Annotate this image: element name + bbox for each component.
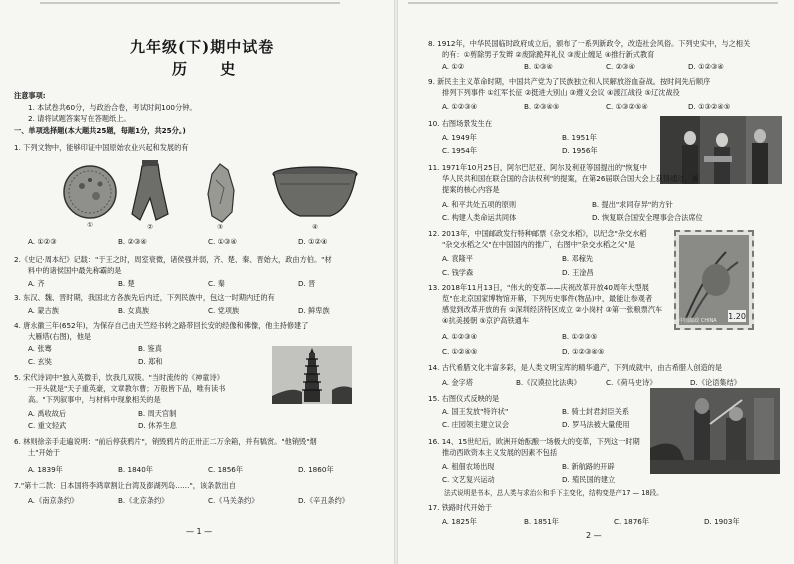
- option-c[interactable]: C. 构建人类命运共同体: [442, 213, 517, 222]
- option-b[interactable]: B.《汉谟拉比法典》: [516, 378, 581, 387]
- stamp-country-text: 中国邮政 CHINA: [679, 318, 717, 324]
- question-9-line-1: 9. 新民主主义革命时期，中国共产党为了民族独立和人民解放浴血奋战。按时间先后顺序: [428, 77, 711, 86]
- question-4-line-2: 大雁塔(右图)，他是: [28, 332, 92, 341]
- option-d[interactable]: D.《辛丑条约》: [298, 496, 349, 505]
- page-left: [0, 0, 396, 564]
- question-5-options: [28, 408, 228, 419]
- question-13-line-4: ④抗美援朝 ⑤京沪高铁通车: [442, 316, 530, 325]
- page-right: [398, 0, 794, 564]
- option-c[interactable]: C. 钱学森: [442, 268, 474, 277]
- question-6-options: [28, 464, 378, 475]
- option-b[interactable]: B. 1851年: [524, 517, 559, 526]
- option-d[interactable]: D. 王淦昌: [562, 268, 594, 277]
- question-1-options: [28, 236, 378, 247]
- question-6-line-1: 6. 林则徐亲手走遍说明："前后停获鸦片"，销毁鸦片的正卅正二万余箱，并有犒赏。"他销毁"烟: [14, 437, 317, 446]
- question-13-options-2: [442, 346, 642, 357]
- exam-subject: 历 史: [172, 60, 250, 78]
- question-13-line-1: 13. 2018年11月13日，"伟大的变革——庆祝改革开放40周年大型展: [428, 283, 649, 292]
- question-9-options: [442, 101, 768, 112]
- option-a[interactable]: A. 国王发放"特许状": [442, 407, 509, 416]
- option-d[interactable]: D. 休养生息: [138, 421, 177, 430]
- option-a[interactable]: A.《南京条约》: [28, 496, 79, 505]
- option-a[interactable]: A. ①②③④: [442, 332, 478, 341]
- artifact-4-image: [270, 164, 360, 220]
- option-c[interactable]: C. ①③②⑤④: [606, 102, 648, 111]
- question-12-line-1: 12. 2013年，中国邮政发行特种邮票《杂交水稻》，以纪念"杂交水稻: [428, 229, 647, 238]
- exam-title: 九年级(下)期中试卷: [130, 38, 275, 56]
- artifact-4-caption: ④: [312, 223, 318, 231]
- question-2-line-2: 料中的诸侯国中最先称霸的是: [28, 266, 122, 275]
- option-c[interactable]: C.《马关条约》: [208, 496, 259, 505]
- option-b[interactable]: B. ②③④⑤: [524, 102, 560, 111]
- option-b[interactable]: B. 新航路的开辟: [562, 462, 615, 471]
- page-number-left: — 1 —: [186, 527, 213, 536]
- option-b[interactable]: B. 鉴真: [138, 344, 162, 353]
- option-a[interactable]: A. ①②③: [28, 237, 57, 246]
- question-17-options: [442, 516, 784, 527]
- option-c[interactable]: C. 庄园领主建立议会: [442, 420, 510, 429]
- option-d[interactable]: D. 罗马法被大量使用: [562, 420, 630, 429]
- question-17: 17. 铁路时代开始于: [428, 503, 493, 512]
- question-11-line-1: 11. 1971年10月25日，阿尔巴尼亚、阿尔及利亚等国提出的"恢复中: [428, 163, 647, 172]
- artifact-3-image: [200, 160, 242, 226]
- option-d[interactable]: D. 1903年: [704, 517, 740, 526]
- option-a[interactable]: A. ①②: [442, 62, 465, 71]
- option-b[interactable]: B. ①③④: [524, 62, 553, 71]
- option-d[interactable]: D. 1956年: [562, 146, 598, 155]
- section-title: 一、单项选择题(本大题共25题，每题1分，共25分。): [14, 126, 186, 135]
- option-c[interactable]: C. ①③④: [208, 237, 237, 246]
- question-16-line-2: 推动西欧资本主义发展的因素不包括: [442, 448, 558, 457]
- question-8-line-1: 8. 1912年，中华民国临时政府成立后，颁布了一系列新政令，改造社会风俗。下列史实中，与之相关: [428, 39, 751, 48]
- artifact-2-image: [128, 158, 172, 226]
- question-12-options-2: [442, 267, 642, 278]
- question-14-line-1: 14. 古代希腊文化丰富多彩，是人类文明宝库的精华遗产，下列成就中，由古希腊人创造的是: [428, 363, 723, 372]
- option-d[interactable]: D. 晋: [298, 279, 316, 288]
- artifact-1-caption: ①: [87, 221, 93, 229]
- rice-stamp-image: [674, 230, 754, 330]
- option-a[interactable]: A. 1825年: [442, 517, 477, 526]
- option-c[interactable]: C. 党项族: [208, 306, 240, 315]
- option-c[interactable]: C.《荷马史诗》: [606, 378, 657, 387]
- question-5-line-3: 高。"下列叙事中，与材料中现象相关的是: [28, 395, 161, 404]
- option-b[interactable]: B. 楚: [118, 279, 135, 288]
- option-c[interactable]: C. 重文轻武: [28, 421, 67, 430]
- option-a[interactable]: A. 和平共处五项的原则: [442, 200, 517, 209]
- artifact-1-image: [60, 162, 120, 222]
- option-b[interactable]: B.《北京条约》: [118, 496, 169, 505]
- option-d[interactable]: D. ①②③④: [688, 62, 724, 71]
- question-10-options: [442, 132, 642, 143]
- question-3-options: [28, 305, 378, 316]
- option-c[interactable]: C. 文艺复兴运动: [442, 475, 495, 484]
- question-15-options: [442, 406, 672, 417]
- page-number-right: 2 —: [586, 531, 602, 540]
- question-16-options-2: [442, 474, 672, 485]
- question-1: 1. 下列文物中，能够印证中国原始农业兴起和发展的有: [14, 143, 189, 152]
- notice-header: 注意事项:: [14, 91, 46, 100]
- option-d[interactable]: D. 恢复联合国安全理事会合法席位: [592, 213, 703, 222]
- option-c[interactable]: C. 1954年: [442, 146, 478, 155]
- option-c[interactable]: C. 玄奘: [28, 357, 52, 366]
- option-d[interactable]: D. ①②③④⑤: [562, 347, 605, 356]
- notice-1: 1. 本试卷共60分，与政治合卷，考试时间100分钟。: [28, 103, 197, 112]
- question-12-line-2: "杂交水稻之父"在中国国内的推广，右图中"杂交水稻之父"是: [442, 240, 635, 249]
- option-b[interactable]: B. ②③④: [118, 237, 147, 246]
- wild-goose-pagoda-photo: [272, 346, 352, 404]
- question-3: 3. 东汉、魏、晋时期，我国北方各族先后内迁，下列民族中，包这一时期内迁的有: [14, 293, 275, 302]
- option-b[interactable]: B. 提出"求同存异"的方针: [592, 200, 673, 209]
- question-5-options-2: [28, 420, 228, 431]
- option-c[interactable]: C. 秦: [208, 279, 225, 288]
- question-4-options-2: [28, 356, 228, 367]
- option-d[interactable]: D. ①③②④⑤: [688, 102, 731, 111]
- question-8-options: [442, 61, 768, 72]
- option-a[interactable]: A. 租佃农场出现: [442, 462, 495, 471]
- option-a[interactable]: A. 1949年: [442, 133, 477, 142]
- option-d[interactable]: D. 鲜卑族: [298, 306, 330, 315]
- artifact-2-caption: ②: [147, 223, 153, 231]
- question-11-options: [442, 199, 742, 210]
- question-2-options: [28, 278, 378, 289]
- option-d[interactable]: D.《论语集结》: [690, 378, 741, 387]
- question-2-line-1: 2.《史记·周本纪》记载："于王之时，周室衰微，诸侯强并弱，齐、楚、秦、晋始大，政由方伯。"材: [14, 255, 332, 264]
- option-c[interactable]: C. ①②④⑤: [442, 347, 478, 356]
- option-a[interactable]: A. 蒙古族: [28, 306, 59, 315]
- question-15: 15. 右图仪式反映的是: [428, 394, 500, 403]
- option-c[interactable]: C. ②③④: [606, 62, 635, 71]
- question-4-options: [28, 343, 228, 354]
- option-d[interactable]: D. ①②④: [298, 237, 328, 246]
- question-10: 10. 右图场景发生在: [428, 119, 493, 128]
- question-14-options: [442, 377, 770, 388]
- question-5-line-2: 一开头就是"天子重英豪，文章教尔曹；万般皆下品，唯有读书: [28, 384, 226, 393]
- option-a[interactable]: A. 袁隆平: [442, 254, 473, 263]
- option-b[interactable]: B. 女真族: [118, 306, 150, 315]
- option-a[interactable]: A. 1839年: [28, 465, 63, 474]
- option-a[interactable]: A. 齐: [28, 279, 45, 288]
- question-11-options-2: [442, 212, 752, 223]
- question-6-line-2: 土"开始于: [28, 448, 61, 457]
- option-b[interactable]: B. 1840年: [118, 465, 153, 474]
- stamp-illustration: [676, 232, 752, 328]
- option-a[interactable]: A. 金字塔: [442, 378, 473, 387]
- question-11-line-2: 华人民共和国在联合国的合法权利"的提案，在第26届联合国大会上获得通过，该: [442, 174, 699, 183]
- question-13-options: [442, 331, 642, 342]
- option-d[interactable]: D. 1860年: [298, 465, 334, 474]
- question-15-options-2: [442, 419, 672, 430]
- option-c[interactable]: C. 1876年: [614, 517, 650, 526]
- question-13-line-3: 感觉到改革开放的有 ①深圳经济特区成立 ②小岗村 ③第一张粮票汽车: [442, 305, 663, 314]
- option-b[interactable]: B. 周天官制: [138, 409, 177, 418]
- question-5-line-1: 5. 宋代诗词中"独入英微手，饮我几双筷。"当时流传的《神童诗》: [14, 373, 224, 382]
- question-16-line-1: 16. 14、15世纪后，欧洲开始酝酿一场极大的变革，下列这一时期: [428, 437, 640, 446]
- question-12-options: [442, 253, 642, 264]
- option-b[interactable]: B. 骑士封君封臣关系: [562, 407, 630, 416]
- option-d[interactable]: D. 郑和: [138, 357, 163, 366]
- question-13-line-2: 览"在北京国家博物馆开幕，下列历史事件(物品)中，最能让参观者: [442, 294, 653, 303]
- question-16-options: [442, 461, 672, 472]
- question-11-line-3: 提案的核心内容是: [442, 185, 500, 194]
- option-b[interactable]: B. ①②③⑤: [562, 332, 598, 341]
- question-7-options: [28, 495, 378, 506]
- option-a[interactable]: A. ①②③④: [442, 102, 478, 111]
- question-10-options-2: [442, 145, 642, 156]
- option-a[interactable]: A. 张骞: [28, 344, 52, 353]
- notice-2: 2. 请将试题答案写在答题纸上。: [28, 114, 131, 123]
- artifact-3-caption: ③: [217, 223, 223, 231]
- option-b[interactable]: B. 邓稼先: [562, 254, 594, 263]
- question-9-line-2: 排列下列事件 ①红军长征 ②挺进大别山 ③遵义会议 ④渡江战役 ⑤辽沈战役: [442, 88, 680, 97]
- stamp-denomination: 1.20: [728, 312, 746, 321]
- option-c[interactable]: C. 1856年: [208, 465, 244, 474]
- question-4-line-1: 4. 唐永徽三年(652年)，为保存自己由天竺经书转之路带回长安的经像和佛像，他主持修建了: [14, 321, 309, 330]
- option-b[interactable]: B. 1951年: [562, 133, 597, 142]
- option-a[interactable]: A. 禹收故后: [28, 409, 67, 418]
- scan-border-top: [40, 2, 340, 4]
- question-7: 7."第十二款：日本国将李鸿章割让台湾及澎湖列岛……"，该条款出自: [14, 481, 236, 490]
- pagoda-illustration: [272, 346, 352, 404]
- option-d[interactable]: D. 殖民国的建立: [562, 475, 616, 484]
- reading-note: 法式说明是书本，总人类与求治公和手下主变化，结构变是产17 — 18段。: [444, 489, 663, 497]
- scan-border-top: [408, 2, 778, 4]
- question-8-line-2: 的有：①剪除男子发辫 ②废除跪拜礼仪 ③废止缠足 ④推行新式教育: [442, 50, 655, 59]
